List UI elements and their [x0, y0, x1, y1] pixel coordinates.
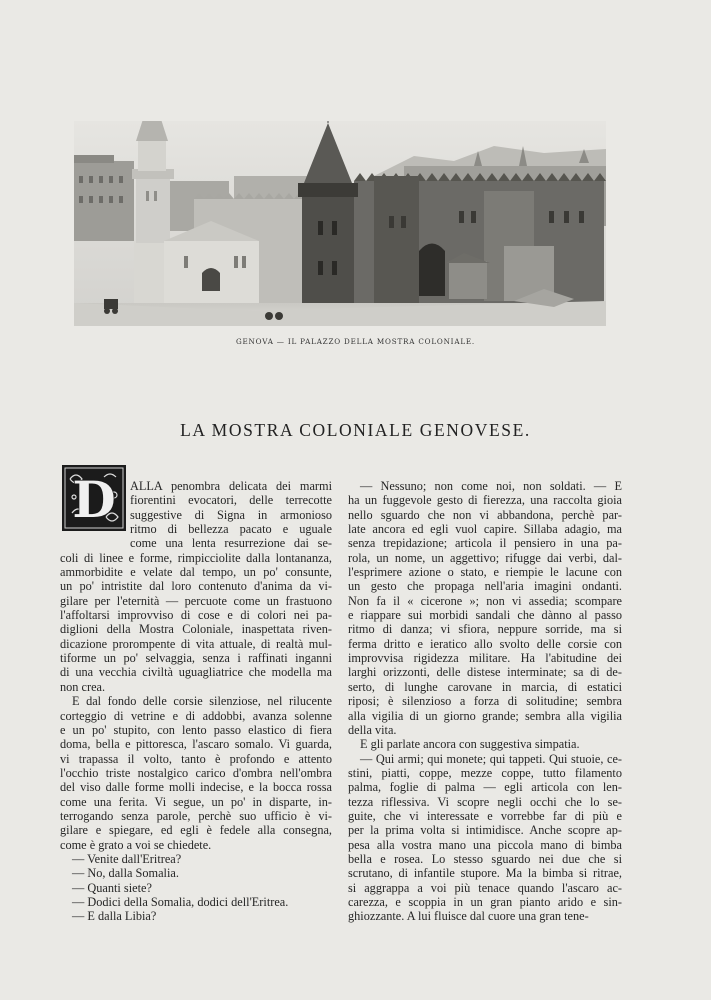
text-line: — E dalla Libia?	[72, 909, 157, 924]
text-line: ritmo di bellezza pacato e uguale	[130, 522, 332, 537]
text-line: — Qui armi; qui monete; qui tappeti. Qui stuoie, ce-	[360, 751, 622, 766]
text-line: gilare per l'eternità — percuote come un frastuono	[60, 593, 332, 608]
text-column-right	[348, 479, 622, 924]
text-line: terrogando senza parole, perchè suo ufficio è vi-	[60, 808, 332, 823]
text-line: — Nessuno; non come noi, non soldati. — E	[360, 479, 622, 493]
text-line: larghi orizzonti, delle distese interminate; sa di de-	[348, 665, 622, 680]
text-line: E dal fondo delle corsie silenziose, nel rilucente	[72, 694, 332, 709]
text-line: riposi; è silenzioso a forza di solitudine; sembra	[348, 694, 622, 709]
text-line: serto, di lunghe carovane in marcia, di estatici	[348, 679, 622, 694]
text-line: per la prima volta si intimidisce. Anche scopre ap-	[348, 823, 622, 838]
text-line: e un po' stupito, con lento passo elastico di fiera	[60, 722, 332, 737]
text-line: ALLA penombra delicata dei marmi	[130, 479, 332, 493]
text-line: — Quanti siete?	[72, 880, 152, 895]
text-line: E gli parlate ancora con suggestiva simpatia.	[360, 737, 580, 752]
text-line: del viso dalle forme molli indecise, e la bocca rossa	[60, 780, 332, 795]
text-line: scrutano, di infantile stupore. Ma la bimba si ritrae,	[348, 866, 622, 881]
text-column-left	[60, 479, 332, 924]
text-line: tiforme un po' selvaggia, senza i raffinati inganni	[60, 651, 332, 666]
text-line: di una vecchia civiltà uguagliatrice che modella ma	[60, 665, 332, 680]
text-line: della vita.	[348, 722, 397, 737]
text-line: — Dodici della Somalia, dodici dell'Eritrea.	[72, 894, 289, 909]
article-title: LA MOSTRA COLONIALE GENOVESE.	[180, 420, 531, 440]
text-line: pesa alla vostra mano una piccola mano di bimba	[348, 837, 622, 852]
text-line: late ancora ed egli vuol capire. Sillaba adagio, ma	[348, 522, 622, 537]
text-line: bella e rosea. Lo stesso sguardo nei due che si	[348, 851, 622, 866]
text-line: — Venite dall'Eritrea?	[72, 851, 182, 866]
text-line: dicazione prorompente di vita attuale, di realtà mul-	[60, 636, 332, 651]
text-line: non crea.	[60, 679, 106, 694]
figure-caption: GENOVA — IL PALAZZO DELLA MOSTRA COLONIALE.	[235, 337, 476, 346]
text-line: l'affoltarsi improvviso di cose e di colori nei pa-	[60, 608, 332, 623]
text-line: — No, dalla Somalia.	[72, 866, 179, 881]
text-line: guite, che vi interessate e vorrebbe far di più e	[348, 808, 622, 823]
text-line: si aggrappa a voi più tenace quando l'ascaro ac-	[348, 880, 622, 895]
text-line: come è grato a voi se chiedete.	[60, 837, 212, 852]
palazzo-photo	[74, 121, 606, 326]
text-line: ghiozzante. A lui fluisce dal cuore una gran tene-	[348, 909, 589, 924]
text-line: doma, bella e pittoresca, l'ascaro somalo. Vi guarda,	[60, 737, 332, 752]
text-line: vi trapassa il volto, tanto è profondo e attento	[60, 751, 332, 766]
text-line: l'occhio triste nostalgico carico d'ombra nell'ombra	[60, 765, 332, 780]
text-line: un gesto che propaga nell'aria imagini ondanti.	[348, 579, 622, 594]
text-line: ritmo di danza; vi sfiora, neppure sorride, ma si	[348, 622, 622, 637]
text-line: gilare e spiegare, ed egli è fedele alla consegna,	[60, 823, 332, 838]
text-line: palma, foglie di palma — egli articola con len-	[348, 780, 622, 795]
text-line: alla vigilia di un giorno grande; sembra alla vigilia	[348, 708, 622, 723]
text-line: carezza, e scoppia in un gran pianto arido e sin-	[348, 894, 622, 909]
text-line: fiorentini evocatori, delle terrecotte	[130, 493, 332, 508]
text-line: nello sguardo che non vi abbandona, perchè par-	[348, 507, 622, 522]
text-line: come una lenta resurrezione dai se-	[130, 536, 332, 551]
text-line: corteggio di vetrine e di addobbi, avanza solenne	[60, 708, 332, 723]
text-line: senza trepidazione; articola il pensiero in una pa-	[348, 536, 622, 551]
text-line: ammorbidite e velate dal tempo, un po' consunte,	[60, 565, 332, 580]
text-line: un po' intristite dal loro contenuto d'anima da vi-	[60, 579, 332, 594]
text-line: ha un fuggevole gesto di fierezza, una raccolta gioia	[348, 493, 622, 508]
text-line: come una ferita. Vi segue, un po' in disparte, in-	[60, 794, 332, 809]
text-line: diglioni della Mostra Coloniale, inaspettata riven-	[60, 622, 332, 637]
text-line: stini, piatti, coppe, mezze coppe, tutto filamento	[348, 765, 622, 780]
text-line: ferma dritto e ieratico allo svolto delle corsie con	[348, 636, 622, 651]
text-line: rola, un nome, un aggettivo; rifugge dai verbi, dal-	[348, 550, 622, 565]
text-line: Non fa il « cicerone »; non vi assedia; scompare	[348, 593, 622, 608]
text-line: e riappare sui morbidi sandali che dànno al passo	[348, 608, 622, 623]
svg-text:D: D	[72, 470, 116, 529]
text-line: suggestive di Signa in armonioso	[130, 507, 332, 522]
text-line: improvvisa rigidezza militare. Ha l'abitudine dei	[348, 651, 622, 666]
text-line: coli di linee e forme, rimpicciolite dalla lontananza,	[60, 550, 332, 565]
text-line: tezza riflessiva. Vi scopre negli occhi che lo se-	[348, 794, 622, 809]
text-line: l'esprimere azione o stato, e riempie le lacune con	[348, 565, 622, 580]
